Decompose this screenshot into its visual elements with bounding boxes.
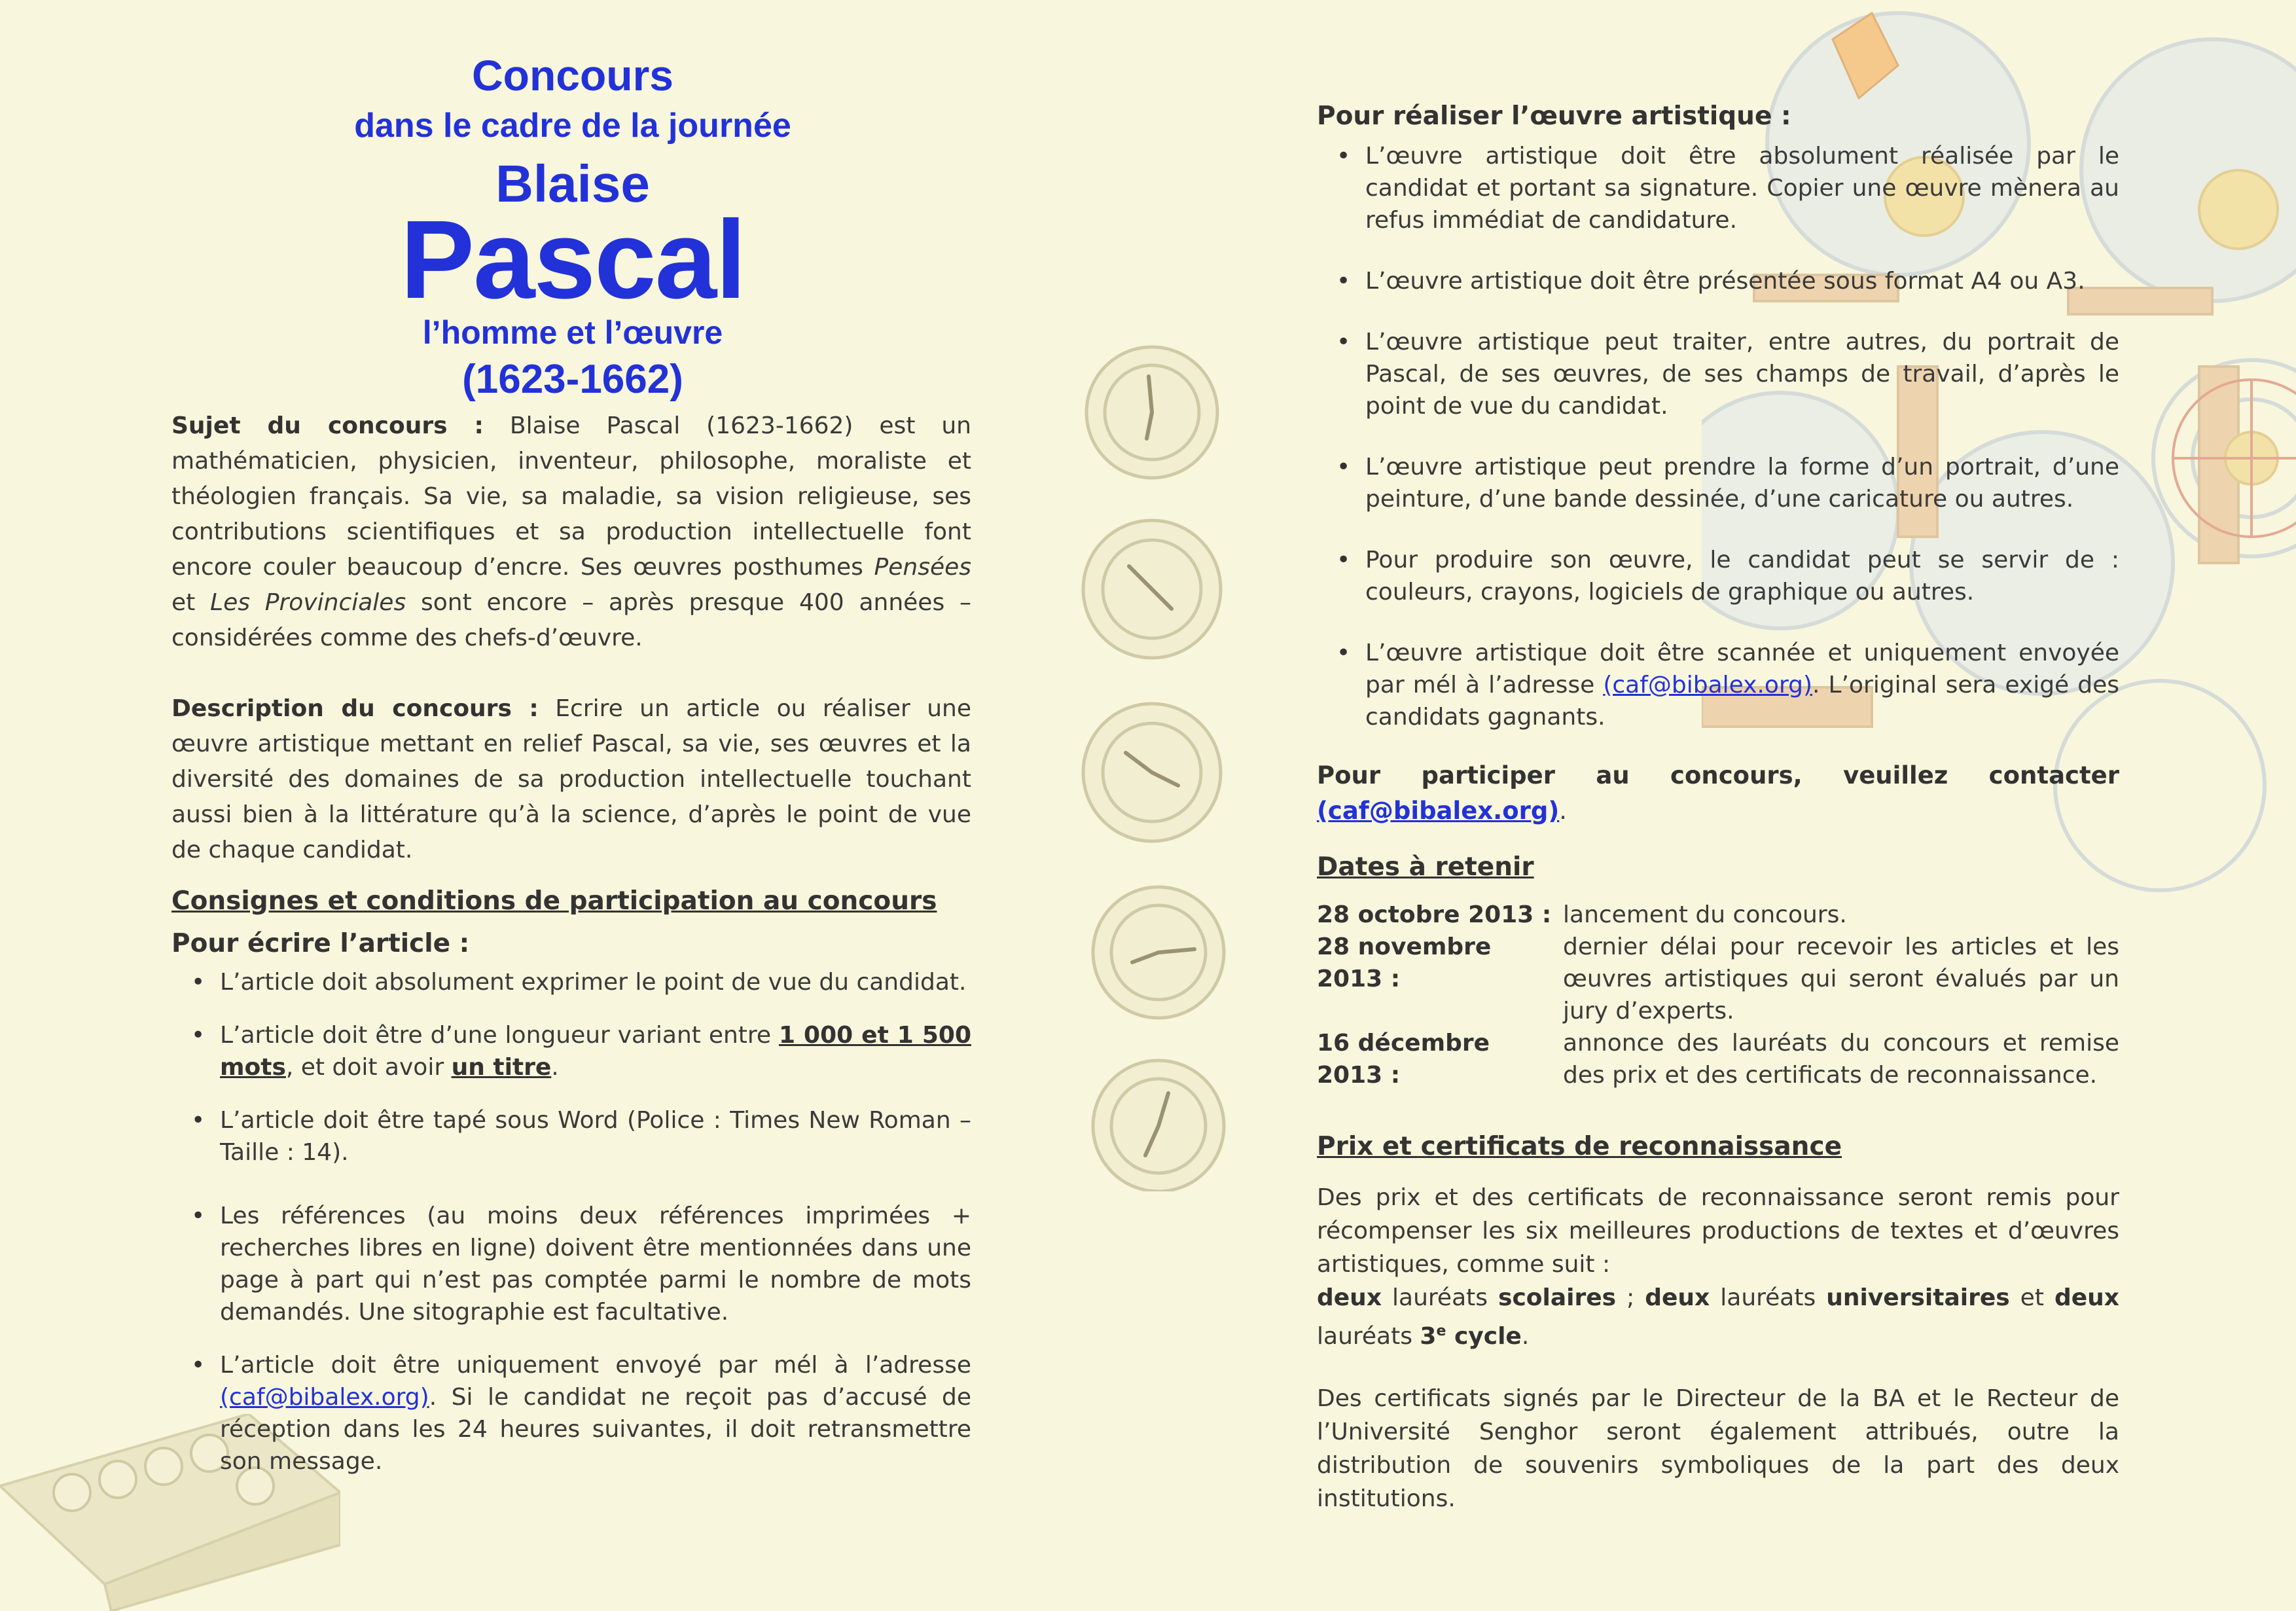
oeuvre-email-link[interactable]: (caf@bibalex.org)	[1603, 672, 1813, 698]
header	[170, 46, 975, 406]
prix-end: .	[1521, 1323, 1530, 1350]
article-rule-2-pre: L’article doit être d’une longueur variant entre	[220, 1022, 779, 1049]
article-rule-5-post: . Si le candidat ne reçoit pas d’accusé de réception dans les 24 heures suivantes, il doit retransmettre son message.	[220, 1384, 971, 1475]
prix-deux-1: deux	[1317, 1284, 1382, 1311]
prix-paragraph-2: Des certificats signés par le Directeur de la BA et le Recteur de l’Université Senghor seront également attribués, outre la distribution de souvenirs symboliques de la part des deux institutions.	[1317, 1385, 2119, 1512]
prix-deux-2: deux	[1645, 1284, 1710, 1311]
prix-laureats-2: lauréats	[1710, 1284, 1827, 1311]
oeuvre-rule-4: L’œuvre artistique peut prendre la forme d’un portrait, d’une peinture, d’une bande dessinée, d’une caricature ou autres.	[1365, 454, 2119, 513]
contact-email-link[interactable]: (caf@bibalex.org)	[1317, 797, 1560, 825]
article-title-requirement: un titre	[451, 1054, 552, 1081]
sujet-work-2: Les Provinciales	[210, 589, 406, 616]
dates-table	[1317, 899, 2119, 1091]
prix-laureats-1: lauréats	[1382, 1284, 1499, 1311]
article-rule-4: Les références (au moins deux références imprimées + recherches libres en ligne) doivent être mentionnées dans une page à part qui n’est pas comptée parmi le nombre de mots demandés. Une sitographie est facultative.	[220, 1203, 971, 1326]
prix-title: Prix et certificats de reconnaissance	[1317, 1132, 1842, 1161]
prix-3e: 3	[1420, 1323, 1437, 1350]
description-label: Description du concours :	[171, 695, 539, 722]
article-rule-2-mid: , et doit avoir	[285, 1054, 452, 1081]
list-item	[1317, 326, 2119, 422]
sujet-text-2: sont encore – après presque 400 années – considérées comme des chefs-d’œuvre.	[171, 589, 971, 651]
header-concours: Concours	[471, 51, 674, 100]
article-rule-3: L’article doit être tapé sous Word (Police : Times New Roman – Taille : 14).	[220, 1107, 971, 1166]
contact-text: Pour participer au concours, veuillez contacter	[1317, 761, 2119, 789]
article-title: Pour écrire l’article :	[171, 929, 470, 958]
article-rule-2-end: .	[551, 1054, 559, 1081]
description-text: Ecrire un article ou réaliser une œuvre artistique mettant en relief Pascal, sa vie, ses œuvres et la diversité des domaines de sa production intellectuelle touchant aussi bien à la littérature qu’à la science, d’après le point de vue de chaque candidat.	[171, 695, 971, 863]
list-item	[171, 1019, 971, 1083]
oeuvre-rule-6-post: . L’original sera exigé des candidats gagnants.	[1365, 672, 2119, 731]
oeuvre-title: Pour réaliser l’œuvre artistique :	[1317, 101, 1791, 131]
consignes-title: Consignes et conditions de participation au concours	[171, 886, 937, 916]
article-rule-1: L’article doit absolument exprimer le point de vue du candidat.	[220, 969, 967, 996]
prix-separator: ;	[1616, 1284, 1645, 1311]
contact-end: .	[1559, 797, 1568, 825]
prix-et: et	[2009, 1284, 2054, 1311]
article-word-count: 1 000 et 1 500 mots	[220, 1022, 971, 1081]
date-text: lancement du concours.	[1563, 901, 1847, 928]
date-label: 16 décembre 2013 :	[1317, 1030, 1490, 1089]
date-row	[1317, 931, 2119, 1027]
date-text: annonce des lauréats du concours et remise des prix et des certificats de reconnaissance.	[1563, 1030, 2119, 1089]
oeuvre-rule-1: L’œuvre artistique doit être absolument réalisée par le candidat et portant sa signature. Copier une œuvre mènera au refus immédiat de candidature.	[1365, 143, 2119, 234]
dates-title: Dates à retenir	[1317, 852, 1534, 882]
prix-laureats-3: lauréats	[1317, 1323, 1420, 1350]
header-dates: (1623-1662)	[462, 357, 683, 402]
sujet-paragraph	[171, 408, 971, 656]
oeuvre-rule-6-pre: L’œuvre artistique doit être scannée et uniquement envoyée par mél à l’adresse	[1365, 640, 2119, 698]
contact-paragraph	[1317, 758, 2119, 829]
dial-illustrations	[1073, 340, 1244, 1191]
prix-scolaires: scolaires	[1498, 1284, 1617, 1311]
header-pascal: Pascal	[400, 198, 745, 322]
description-paragraph	[171, 691, 971, 868]
oeuvre-rule-5: Pour produire son œuvre, le candidat peut se servir de : couleurs, crayons, logiciels de graphique ou autres.	[1365, 547, 2119, 606]
list-item	[1317, 544, 2119, 608]
left-column	[171, 408, 971, 1477]
date-label: 28 octobre 2013 :	[1317, 901, 1552, 928]
date-row	[1317, 1027, 2119, 1091]
list-item	[1317, 265, 2119, 297]
header-homme: l’homme et l’œuvre	[422, 314, 723, 351]
article-rule-5-pre: L’article doit être uniquement envoyé par mél à l’adresse	[220, 1352, 971, 1379]
oeuvre-rules-list	[1317, 140, 2119, 733]
date-label: 28 novembre 2013 :	[1317, 933, 1492, 992]
sujet-label: Sujet du concours :	[171, 412, 484, 439]
list-item	[1317, 451, 2119, 515]
list-item	[1317, 140, 2119, 236]
oeuvre-rule-3: L’œuvre artistique peut traiter, entre autres, du portrait de Pascal, de ses œuvres, de ses champs de travail, d’après le point de vue du candidat.	[1365, 329, 2119, 420]
right-column	[1317, 101, 2119, 1515]
list-item	[1317, 637, 2119, 733]
date-text: dernier délai pour recevoir les articles et les œuvres artistiques qui seront évalués par un jury d’experts.	[1563, 933, 2119, 1024]
list-item	[171, 1349, 971, 1477]
header-blaise: Blaise	[495, 154, 650, 213]
sujet-and: et	[171, 589, 211, 616]
article-email-link[interactable]: (caf@bibalex.org)	[220, 1384, 429, 1411]
oeuvre-rule-2: L’œuvre artistique doit être présentée sous format A4 ou A3.	[1365, 268, 2085, 295]
list-item	[171, 966, 971, 998]
date-row	[1317, 899, 2119, 931]
sujet-text-1: Blaise Pascal (1623-1662) est un mathématicien, physicien, inventeur, philosophe, moraliste et théologien français. Sa vie, sa maladie, sa vision religieuse, ses contributions scientifiques et sa production intellectuelle font encore couler beaucoup d’encre. Ses œuvres posthumes	[171, 412, 971, 581]
prix-cycle: cycle	[1446, 1323, 1522, 1350]
list-item	[171, 1104, 971, 1168]
list-item	[171, 1200, 971, 1328]
article-rules-list	[171, 966, 971, 1477]
sujet-work-1: Pensées	[874, 554, 971, 581]
header-cadre: dans le cadre de la journée	[354, 107, 791, 145]
prix-text-1: Des prix et des certificats de reconnaissance seront remis pour récompenser les six meilleures productions de textes et d’œuvres artistiques, comme suit :	[1317, 1184, 2119, 1278]
prix-3e-sup: e	[1436, 1323, 1446, 1339]
prix-deux-3: deux	[2054, 1284, 2119, 1311]
prix-universitaires: universitaires	[1826, 1284, 2010, 1311]
prix-paragraph-1	[1317, 1181, 2119, 1353]
